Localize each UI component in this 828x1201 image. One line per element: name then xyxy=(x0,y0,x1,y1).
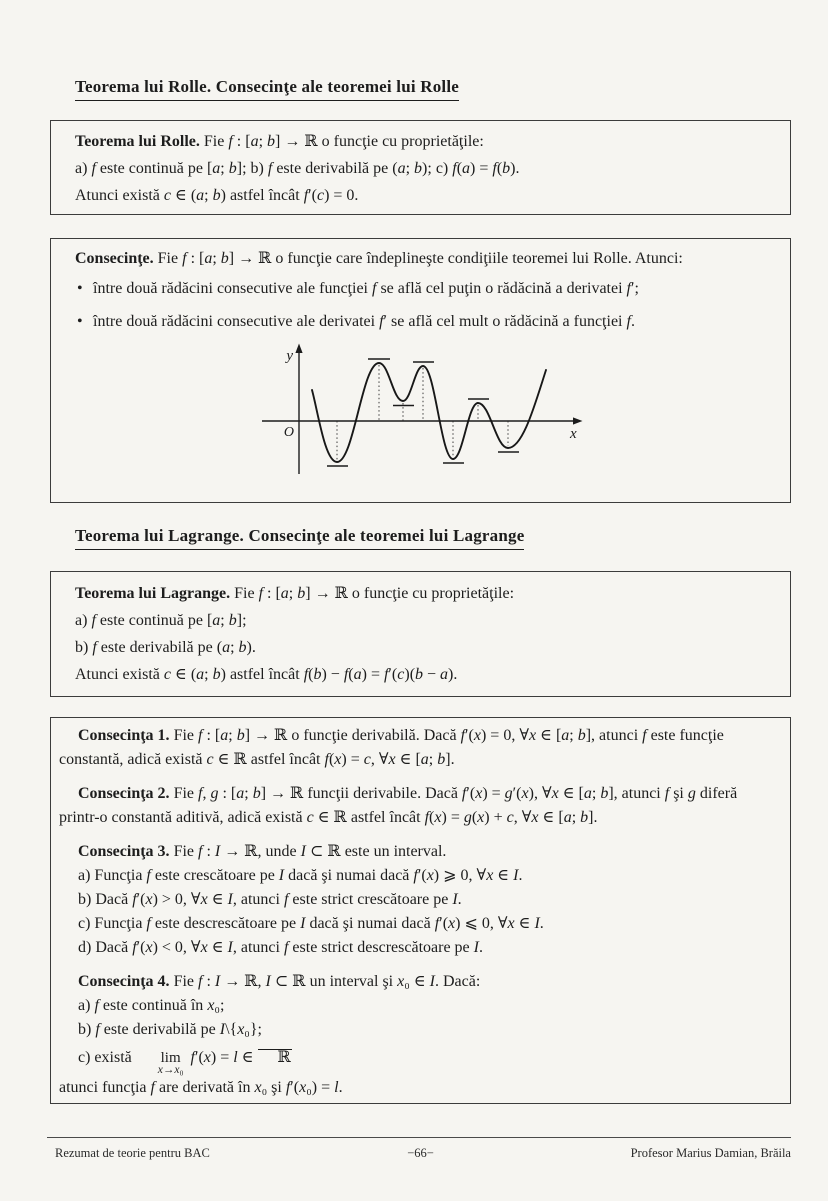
lagrange-theorem-heading: Teorema lui Lagrange. xyxy=(75,585,231,602)
rolle-conditions-line: a) f este continuă pe [a; b]; b) f este derivabilă pe (a; b); c) f(a) = f(b). xyxy=(75,160,520,177)
footer-page-number: −66− xyxy=(407,1146,434,1160)
bullet-item-2 xyxy=(75,308,774,335)
bullet-text-2: între două rădăcini consecutive ale derivatei f′ se află cel mult o rădăcină a funcţiei f. xyxy=(93,313,635,330)
consequence-3-intro xyxy=(59,840,772,864)
consequence-3-item-d: d) Dacă f′(x) < 0, ∀x ∈ I, atunci f este strict descrescătoare pe I. xyxy=(78,939,483,956)
rolle-consequences-box xyxy=(50,238,791,503)
consequence-4-item-a: a) f este continuă în x₀; xyxy=(78,997,225,1014)
footer-author-label: Profesor Marius Damian, Brăila xyxy=(630,1146,791,1160)
consequence-3-item-a: a) Funcţia f este crescătoare pe I dacă şi numai dacă f′(x) ⩾ 0, ∀x ∈ I. xyxy=(78,867,523,884)
consequence-4-item-b: b) f este derivabilă pe I\{x₀}; xyxy=(78,1021,262,1038)
consequence-3-item-c: c) Funcţia f este descrescătoare pe I dacă şi numai dacă f′(x) ⩽ 0, ∀x ∈ I. xyxy=(78,915,544,932)
limit-subscript: x→x₀ xyxy=(157,1064,184,1076)
consequence-4-intro-text: Fie f : I → ℝ, I ⊂ ℝ un interval şi x₀ ∈ I. Dacă: xyxy=(169,973,481,990)
rolle-consequences-heading: Consecinţe. xyxy=(75,250,154,267)
rolle-consequences-text xyxy=(75,245,774,272)
consequence-4 xyxy=(59,970,772,1100)
rolle-theorem-heading: Teorema lui Rolle. xyxy=(75,133,200,150)
lagrange-theorem-text xyxy=(75,580,770,607)
consequence-3 xyxy=(59,840,772,960)
rolle-consequences-intro: Fie f : [a; b] → ℝ o funcţie care îndeplineşte condiţiile teoremei lui Rolle. Atunci: xyxy=(153,250,683,267)
consequence-4-closing: atunci funcţia f are derivată în x₀ şi f′(x₀) = l. xyxy=(59,1079,343,1096)
section-title-lagrange: Teorema lui Lagrange. Consecinţe ale teoremei lui Lagrange xyxy=(75,526,524,550)
lagrange-theorem-intro: Fie f : [a; b] → ℝ o funcţie cu proprietăţile: xyxy=(230,585,515,602)
x-axis-arrow-icon xyxy=(573,417,583,424)
tangent-ticks xyxy=(327,359,519,466)
consequence-1-heading: Consecinţa 1. xyxy=(78,727,170,744)
consequence-4-item-c-suffix: f′(x) = l ∈ ℝ xyxy=(190,1049,291,1066)
lagrange-condition-b: b) f este derivabilă pe (a; b). xyxy=(75,639,256,656)
limit-notation xyxy=(139,1052,184,1076)
lagrange-condition-a: a) f este continuă pe [a; b]; xyxy=(75,612,247,629)
consequence-2 xyxy=(59,782,772,830)
bullet-icon: • xyxy=(77,280,83,297)
bullet-text-1: între două rădăcini consecutive ale funcţiei f se află cel puţin o rădăcină a derivatei f′; xyxy=(93,280,639,297)
consequence-3-intro-text: Fie f : I → ℝ, unde I ⊂ ℝ este un interval. xyxy=(169,843,447,860)
section-title-rolle: Teorema lui Rolle. Consecinţe ale teoremei lui Rolle xyxy=(75,77,459,101)
function-graph xyxy=(253,339,587,483)
footer-series-label: Rezumat de teorie pentru BAC xyxy=(55,1146,210,1160)
consequence-4-item-c-prefix: c) există xyxy=(78,1049,132,1066)
consequence-4-item-c xyxy=(59,1042,772,1076)
limit-operator: lim xyxy=(160,1050,181,1066)
bullet-item-1 xyxy=(75,275,774,302)
rolle-theorem-text xyxy=(75,128,770,155)
bullet-icon: • xyxy=(77,313,83,330)
consequence-1 xyxy=(59,724,772,772)
consequence-2-text: Fie f, g : [a; b] → ℝ funcţii derivabile. Dacă f′(x) = g′(x), ∀x ∈ [a; b], atunci f şi g diferă printr-o constantă aditivă, adică există c ∈ ℝ astfel încât f(x) = g(x) + c, ∀x ∈ [a; b]. xyxy=(59,785,738,826)
x-axis-label: x xyxy=(570,426,577,442)
rolle-theorem-box xyxy=(50,120,791,215)
lagrange-consequences-box xyxy=(50,717,791,1104)
consequence-4-heading: Consecinţa 4. xyxy=(78,973,170,990)
footer-divider xyxy=(47,1137,791,1138)
origin-label: O xyxy=(283,425,294,440)
rolle-conclusion-line: Atunci există c ∈ (a; b) astfel încât f′(c) = 0. xyxy=(75,187,359,204)
consequence-3-heading: Consecinţa 3. xyxy=(78,843,170,860)
lagrange-conclusion-line: Atunci există c ∈ (a; b) astfel încât f(b) − f(a) = f′(c)(b − a). xyxy=(75,666,458,683)
function-curve xyxy=(312,363,546,462)
y-axis-arrow-icon xyxy=(295,344,302,354)
rolle-theorem-intro: Fie f : [a; b] → ℝ o funcţie cu proprietăţile: xyxy=(199,133,484,150)
consequence-2-heading: Consecinţa 2. xyxy=(78,785,170,802)
y-axis-label: y xyxy=(286,348,293,364)
consequence-1-text: Fie f : [a; b] → ℝ o funcţie derivabilă. Dacă f′(x) = 0, ∀x ∈ [a; b], atunci f este funcţie constantă, adică există c ∈ ℝ astfel încât f(x) = c, ∀x ∈ [a; b]. xyxy=(59,727,724,768)
dotted-droplines xyxy=(337,365,508,460)
consequence-3-item-b: b) Dacă f′(x) > 0, ∀x ∈ I, atunci f este strict crescătoare pe I. xyxy=(78,891,462,908)
consequence-4-intro xyxy=(59,970,772,994)
page-content xyxy=(50,0,791,1201)
lagrange-theorem-box xyxy=(50,571,791,697)
